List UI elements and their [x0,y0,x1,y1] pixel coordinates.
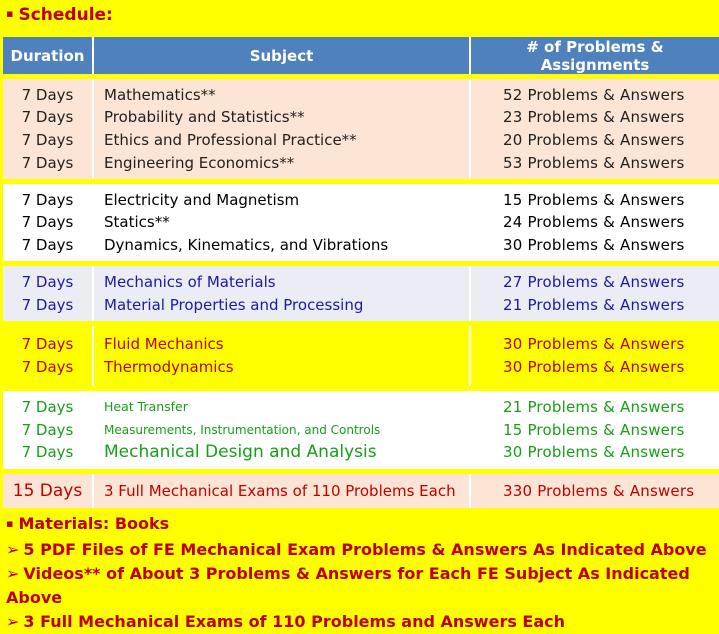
subject-cell: Mathematics** Probability and Statistics** Ethics and Professional Practice** Engineering Economics** [93,79,470,179]
duration-cell: 7 Days 7 Days 7 Days 7 Days [3,79,93,179]
schedule-title: Schedule: [18,5,113,25]
problems-cell: 21 Problems & Answers 15 Problems & Answers 30 Problems & Answers [470,391,719,469]
subject-cell: Mechanics of Materials Material Properties and Processing [93,266,470,321]
subject-cell: Fluid Mechanics Thermodynamics [93,326,470,386]
arrow-bullet-icon: ➢ [6,540,20,559]
duration-cell: 15 Days [3,474,93,508]
materials-item: ➢ Videos** of About 3 Problems & Answers for Each FE Subject As Indicated Above [6,564,690,607]
materials-item: ➢ 3 Full Mechanical Exams of 110 Problems and Answers Each [6,612,566,631]
materials-title: Materials: Books [18,514,170,533]
arrow-bullet-icon: ➢ [6,612,20,631]
subject-cell: 3 Full Mechanical Exams of 110 Problems Each [93,474,470,508]
schedule-group-5 [3,391,719,469]
duration-cell: 7 Days 7 Days 7 Days [3,391,93,469]
problems-cell: 27 Problems & Answers 21 Problems & Answers [470,266,719,321]
duration-cell: 7 Days 7 Days [3,326,93,386]
problems-column-header: # of Problems & Assignments [470,37,719,74]
schedule-heading [6,5,113,25]
materials-item: ➢ 5 PDF Files of FE Mechanical Exam Problems & Answers As Indicated Above [6,540,707,559]
schedule-group-6 [3,474,719,508]
duration-cell: 7 Days 7 Days [3,266,93,321]
problems-cell: 52 Problems & Answers 23 Problems & Answers 20 Problems & Answers 53 Problems & Answers [470,79,719,179]
duration-cell: 7 Days 7 Days 7 Days [3,184,93,261]
materials-heading [6,512,719,538]
subject-cell: Heat Transfer Measurements, Instrumentation, and Controls Mechanical Design and Analysis [93,391,470,469]
table-header-row [3,37,719,74]
subject-column-header: Subject [93,37,470,74]
schedule-group-2 [3,184,719,261]
problems-cell: 15 Problems & Answers 24 Problems & Answers 30 Problems & Answers [470,184,719,261]
schedule-group-3 [3,266,719,321]
materials-section [6,512,719,634]
schedule-table [3,37,719,508]
duration-column-header: Duration [3,37,93,74]
arrow-bullet-icon: ➢ [6,564,20,583]
schedule-group-4 [3,326,719,386]
problems-cell: 30 Problems & Answers 30 Problems & Answers [470,326,719,386]
square-bullet-icon: ▪ [6,517,14,530]
problems-cell: 330 Problems & Answers [470,474,719,508]
schedule-group-1 [3,79,719,179]
subject-cell: Electricity and Magnetism Statics** Dynamics, Kinematics, and Vibrations [93,184,470,261]
square-bullet-icon: ▪ [6,7,14,20]
